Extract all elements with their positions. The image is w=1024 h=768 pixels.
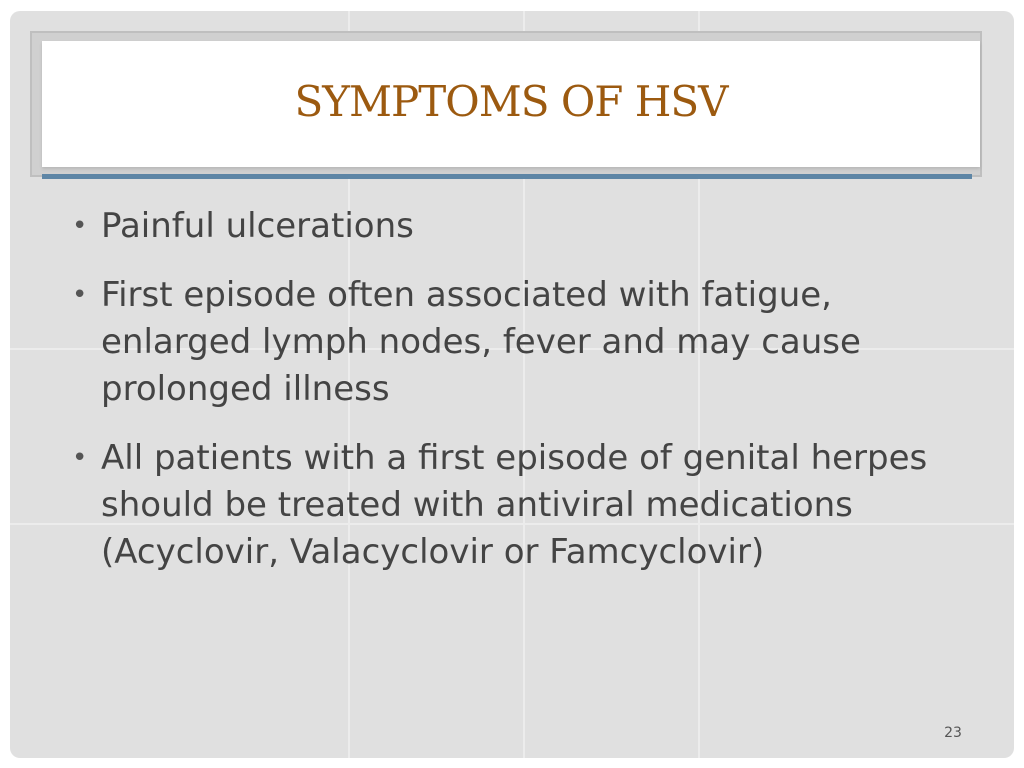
bullet-text: First episode often associated with fatigue, enlarged lymph nodes, fever and may cause prolonged illness [101, 275, 861, 409]
bullet-item [70, 272, 950, 413]
page-number: 23 [944, 725, 962, 741]
slide [10, 11, 1014, 758]
bullet-list [70, 203, 950, 598]
bullet-item [70, 435, 950, 576]
title-box [42, 41, 980, 167]
bullet-dot-icon: • [72, 280, 88, 310]
bullet-text: All patients with a first episode of genital herpes should be treated with antiviral medications (Acyclovir, Valacyclovir or Famcyclovir) [101, 438, 928, 572]
bullet-dot-icon: • [72, 211, 88, 241]
title-underline [42, 174, 972, 179]
bullet-text: Painful ulcerations [101, 206, 414, 246]
slide-title: SYMPTOMS OF HSV [294, 77, 728, 126]
bullet-dot-icon: • [72, 443, 88, 473]
bullet-item [70, 203, 950, 250]
